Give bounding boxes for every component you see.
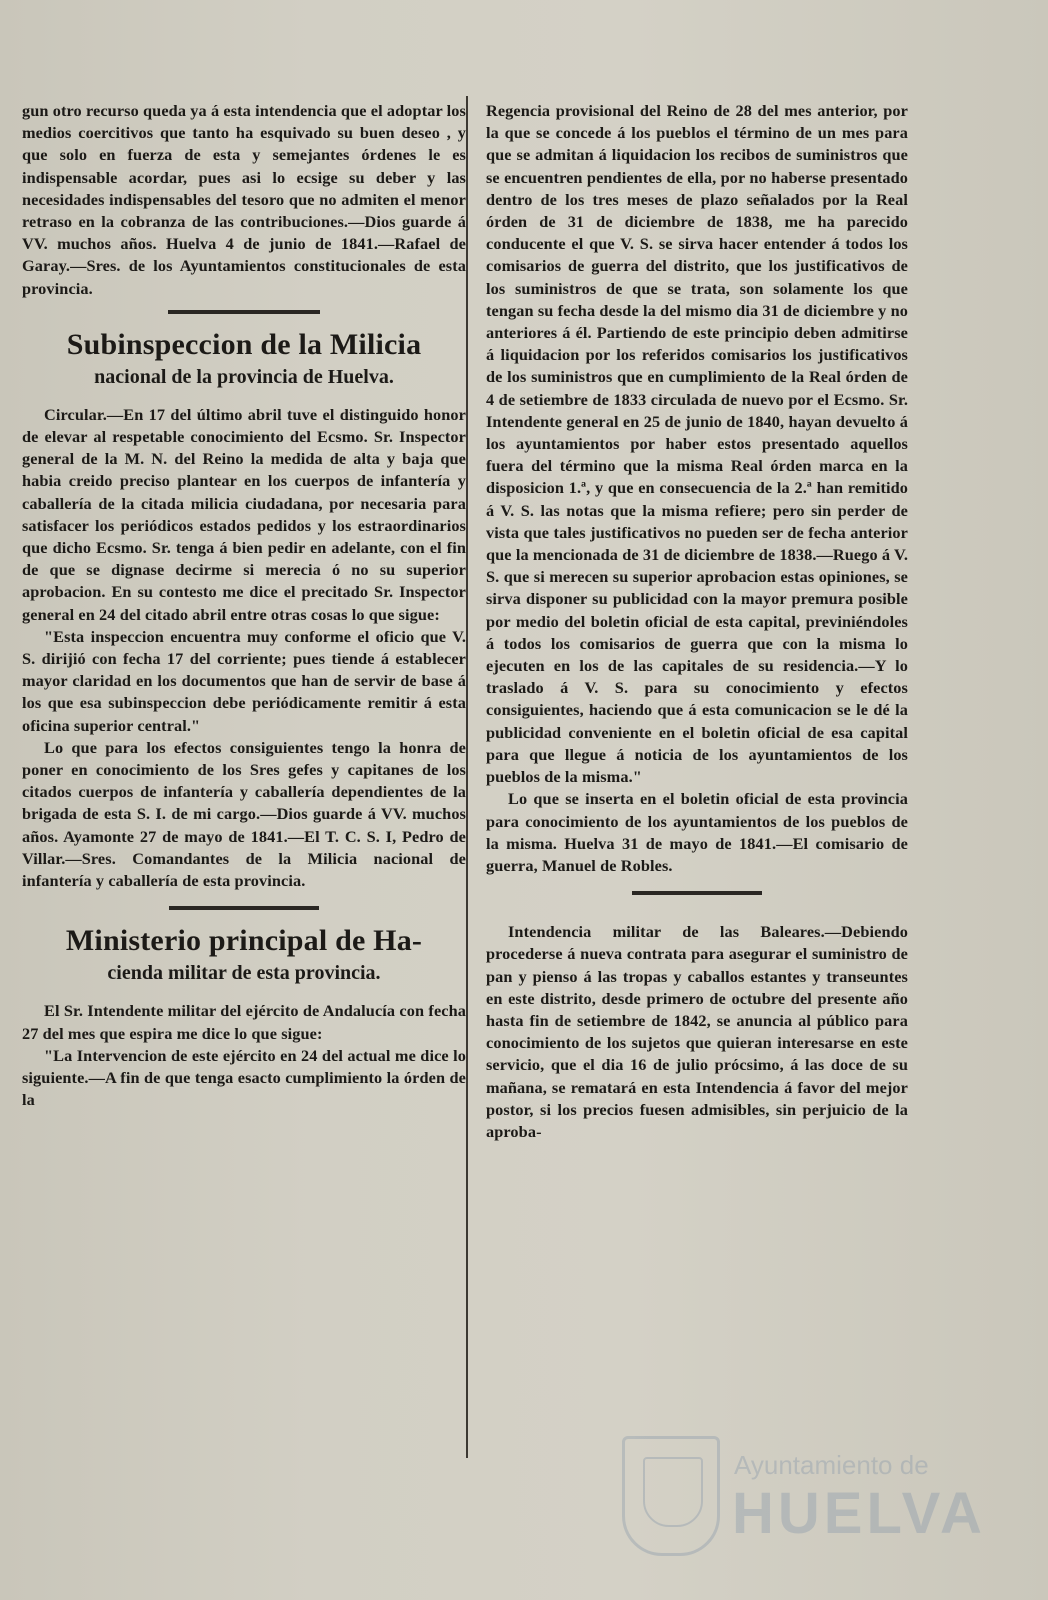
section-title: Ministerio principal de Ha-: [65, 924, 423, 958]
section-rule: [632, 891, 762, 895]
circular-paragraph: Circular.—En 17 del último abril tuve el distinguido honor de elevar al respetable conocimiento del Ecsmo. Sr. Inspector general de la M. N. del Reino la medida de alta y baja que habia creido preciso plantear en los cuerpos de infantería y caballería de la citada milicia ciudadana, por necesaria para satisfacer los periódicos estados pedidos y los estraordinarios que dicho Ecsmo. Sr. tenga á bien pedir en adelante, con el fin de que se dignase decirme si merecia ó no su superior aprobacion. En su contesto me dice el precitado Sr. Inspector general en 24 del citado abril entre otras cosas lo que sigue:: [22, 404, 466, 624]
section-rule: [169, 906, 319, 910]
continued-paragraph: Regencia provisional del Reino de 28 del mes anterior, por la que se concede á los pueblos el término de un mes para que se admitan á liquidacion los recibos de suministros que se encuentren pendientes de ella, por no haberse presentado dentro de los tres meses de plazo señalados por la Real órden de 31 de diciembre de 1838, me ha parecido conducente el que V. S. se sirva hacer entender á todos los comisarios de guerra del distrito, que los justificativos de los suministros de que se trata, son solamente los que tengan su fecha desde la del mismo dia 31 de diciembre y no anteriores á él. Partiendo de este principio deben admitirse á liquidacion por los referidos comisarios los justificativos de los suministros que en cumplimiento de la Real órden de 4 de setiembre de 1833 circulada de nuevo por el Ecsmo. Sr. Intendente general en 25 de junio de 1840, hayan devuelto á los ayuntamientos por haber estos presentado aquellos fuera del término que la misma Real órden marca en la disposicion 1.ª, y que en consecuencia de la 2.ª han remitido á V. S. las notas que la misma refiere; pero sin perder de vista que tales justificativos no pueden ser de fecha anterior que la mencionada de 31 de diciembre de 1838.—Ruego á V. S. que si merecen su superior aprobacion estas opiniones, se sirva disponer su publicidad con la mayor premura posible por medio del boletin oficial de esta capital, previniéndoles á todos los comisarios de guerra que con la misma lo ejecuten en los de las capitales de su residencia.—Y lo traslado á V. S. para su conocimiento y efectos consiguientes, haciendo que á esta comunicacion se le dé la publicidad conveniente en el boletin oficial de esa capital para que llegue á noticia de los ayuntamientos de los pueblos de la misma.": [486, 101, 908, 787]
announcement-paragraph: Intendencia militar de las Baleares.—Debiendo procederse á nueva contrata para asegurar el suministro de pan y pienso á las tropas y caballos estantes y transeuntes en este distrito, desde primero de octubre del presente año hasta fin de setiembre de 1842, se anuncia al público para conocimiento de los sujetos que quieran interesarse en este servicio, que el dia 16 de julio prócsimo, á las doce de su mañana, se rematará en esta Intendencia á favor del mejor postor, si los precios fuesen admisibles, sin perjuicio de la aproba-: [486, 922, 908, 1141]
section-rule: [168, 310, 320, 314]
insertion-paragraph: Lo que se inserta en el boletin oficial de esta provincia para conocimiento de los ayuntamientos de los pueblos de la misma. Huelva 31 de mayo de 1841.—El comisario de guerra, Manuel de Robles.: [486, 789, 908, 875]
watermark-line2: HUELVA: [732, 1481, 986, 1546]
intro-paragraph: gun otro recurso queda ya á esta intendencia que el adoptar los medios coercitivos que tanto ha esquivado su buen deseo , y que solo en fuerza de esta y semejantes órdenes le es indispensable acordar, pues asi lo ecsige su deber y las necesidades indispensables del tesoro que no admiten el menor retraso en la cobranza de las contribuciones.—Dios guarde á VV. muchos años. Huelva 4 de junio de 1841.—Rafael de Garay.—Sres. de los Ayuntamientos constitucionales de esta provincia.: [22, 101, 466, 298]
section-subtitle: nacional de la provincia de Huelva.: [94, 365, 394, 388]
crest-icon: [622, 1436, 720, 1556]
quoted-paragraph: "Esta inspeccion encuentra muy conforme el oficio que V. S. dirijió con fecha 17 del corriente; pues tiende á establecer mayor claridad en los documentos que han de servir de base á los que esa subinspeccion debe periódicamente remitir á esta oficina superior central.": [22, 626, 466, 735]
closing-paragraph: Lo que para los efectos consiguientes tengo la honra de poner en conocimiento de los Sres gefes y capitanes de los citados cuerpos de infantería y caballería dependientes de la brigada de esta S. I. de mi cargo.—Dios guarde á VV. muchos años. Ayamonte 27 de mayo de 1841.—El T. C. S. I, Pedro de Villar.—Sres. Comandantes de la Milicia nacional de infantería y caballería de esta provincia.: [22, 737, 466, 891]
column-divider: [466, 96, 468, 1458]
watermark-line1: Ayuntamiento de: [734, 1450, 929, 1480]
left-column: [22, 100, 466, 1111]
section-subtitle: cienda militar de esta provincia.: [107, 962, 381, 985]
archive-watermark: [622, 1436, 986, 1556]
section-title: Subinspeccion de la Milicia: [66, 327, 422, 361]
quoted-paragraph: "La Intervencion de este ejército en 24 del actual me dice lo siguiente.—A fin de que tenga esacto cumplimiento la órden de la: [22, 1045, 466, 1110]
right-column: [486, 100, 908, 1143]
body-paragraph: El Sr. Intendente militar del ejército de Andalucía con fecha 27 del mes que espira me dice lo que sigue:: [22, 1001, 466, 1043]
